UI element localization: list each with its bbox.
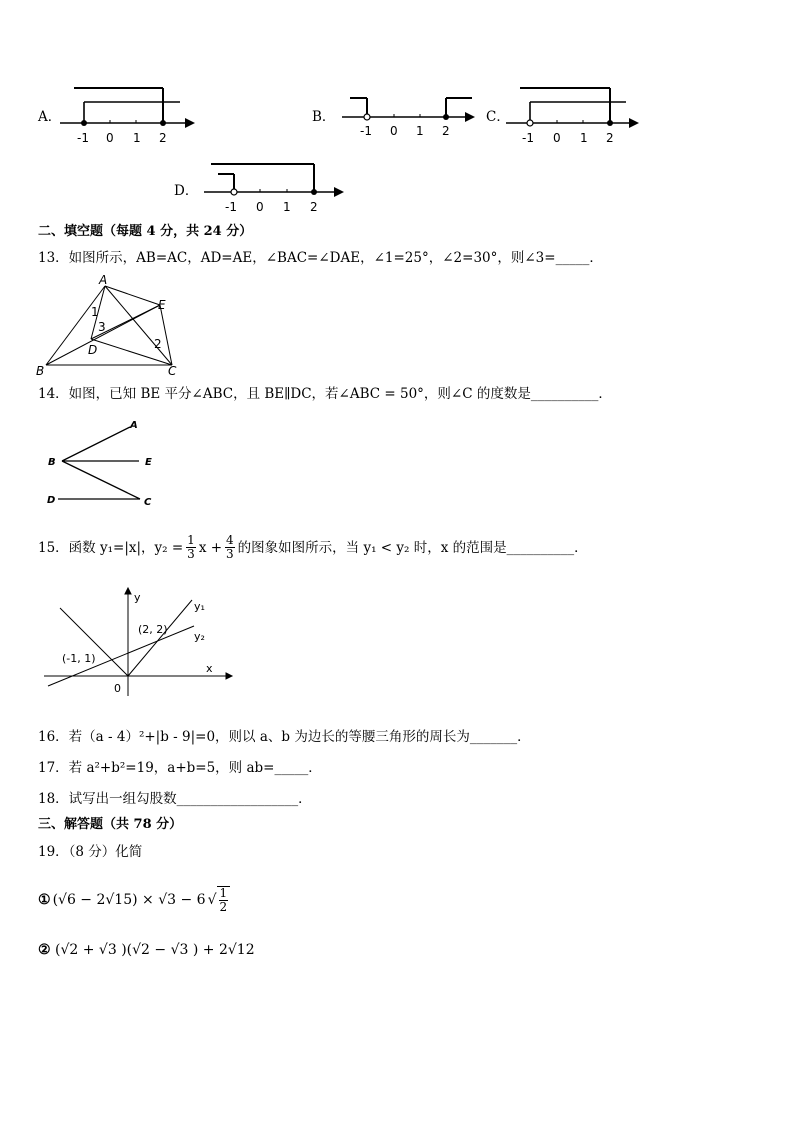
option-b-label: B． — [312, 109, 336, 125]
q15-frac1-den: 3 — [187, 547, 195, 561]
point-label: D — [88, 343, 98, 357]
q15-mid: x + — [198, 539, 223, 556]
axis-label: y — [134, 591, 141, 604]
tick-label: -1 — [225, 200, 237, 214]
option-d-number-line — [204, 160, 349, 220]
q15-prefix: 15．函数 y₁=|x|，y₂ = — [38, 539, 184, 556]
axis-label: x — [206, 662, 213, 675]
tick-label: 2 — [442, 124, 450, 138]
option-d-label: D． — [174, 183, 199, 199]
q13-figure — [34, 274, 184, 380]
q15-suffix: 的图象如图所示，当 y₁ < y₂ 时，x 的范围是__________． — [237, 539, 588, 556]
tick-label: 0 — [106, 131, 114, 145]
origin-label: 0 — [114, 682, 121, 695]
tick-label: 1 — [133, 131, 141, 145]
line-label: y₂ — [194, 630, 205, 643]
question-15 — [38, 534, 588, 561]
point-label: E — [158, 298, 166, 312]
section-title: 二、填空题（每题 4 分，共 24 分） — [38, 224, 253, 239]
question-19: 19．（8 分）化简 — [38, 844, 143, 860]
tick-label: 0 — [553, 131, 561, 145]
option-a-label: A． — [38, 109, 62, 125]
line-label: y₁ — [194, 600, 205, 613]
tick-label: 0 — [256, 200, 264, 214]
tick-label: -1 — [522, 131, 534, 145]
option-a-number-line — [60, 85, 200, 145]
option-b-number-line — [342, 90, 482, 142]
expr-mark: ① — [38, 892, 51, 908]
angle-label: 3 — [98, 320, 106, 334]
tick-label: 2 — [159, 131, 167, 145]
tick-label: 0 — [390, 124, 398, 138]
section-title: 三、解答题（共 78 分） — [38, 817, 183, 832]
expr-body: (√6 − 2√15) × √3 − 6 — [52, 892, 206, 908]
expr-body: (√2 + √3 )(√2 − √3 ) + 2√12 — [55, 942, 255, 958]
expr-mark: ② — [38, 942, 51, 958]
option-c-number-line — [506, 85, 646, 145]
point-label: (-1, 1) — [62, 652, 96, 665]
point-label: C — [144, 497, 152, 508]
point-label: A — [130, 420, 138, 431]
point-label: A — [99, 273, 108, 287]
point-label: D — [47, 495, 56, 506]
q19-expression-2 — [38, 941, 255, 959]
point-label: (2, 2) — [138, 623, 168, 636]
point-label: C — [168, 364, 177, 378]
tick-label: 2 — [310, 200, 318, 214]
tick-label: -1 — [360, 124, 372, 138]
question-13: 13．如图所示，AB=AC，AD=AE，∠BAC=∠DAE，∠1=25°，∠2=30°，则∠3=_____． — [38, 250, 603, 266]
tick-label: 1 — [283, 200, 291, 214]
question-16: 16．若（a - 4）²+|b - 9|=0，则以 a、b 为边长的等腰三角形的周长为_______． — [38, 729, 531, 745]
point-label: E — [145, 457, 152, 468]
option-c-label: C． — [486, 109, 510, 125]
q19-expression-1: ① (√6 − 2√15) × √3 − 6 √ $\frac{1}{2}$ — [38, 886, 230, 914]
q15-frac2-num: 4 — [226, 533, 234, 547]
q15-graph — [44, 588, 234, 700]
point-label: B — [48, 457, 56, 468]
angle-label: 1 — [91, 305, 99, 319]
tick-label: 2 — [606, 131, 614, 145]
q14-figure — [44, 416, 164, 512]
question-17: 17．若 a²+b²=19，a+b=5，则 ab=_____． — [38, 760, 322, 776]
tick-label: 1 — [416, 124, 424, 138]
angle-label: 2 — [154, 337, 162, 351]
tick-label: -1 — [77, 131, 89, 145]
q15-frac1-num: 1 — [187, 533, 195, 547]
tick-label: 1 — [580, 131, 588, 145]
point-label: B — [36, 364, 45, 378]
root-num: 1 — [219, 886, 228, 900]
root-den: 2 — [219, 900, 228, 914]
question-18: 18．试写出一组勾股数__________________． — [38, 791, 312, 807]
q15-frac2-den: 3 — [226, 547, 234, 561]
question-14: 14．如图，已知 BE 平分∠ABC，且 BE∥DC，若∠ABC = 50°，则∠C 的度数是__________． — [38, 386, 612, 402]
